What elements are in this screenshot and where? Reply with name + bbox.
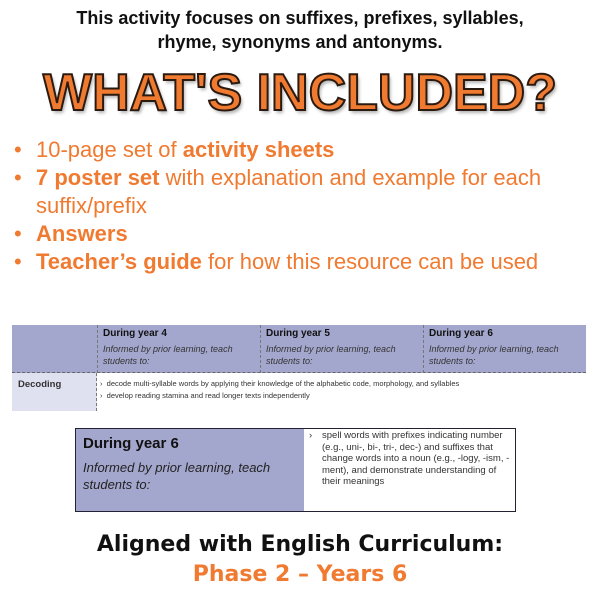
row-item-text: decode multi-syllable words by applying their knowledge of the alphabetic code, morphology, and syllables (106, 379, 460, 388)
header-year-4 (97, 325, 260, 373)
item-text: with explanation and example for each suffix/prefix (36, 165, 542, 218)
item-text: for how this resource can be used (201, 249, 539, 274)
included-list (12, 136, 542, 276)
header-sub: Informed by prior learning, teach students to: (266, 344, 396, 366)
row-item-text: develop reading stamina and read longer texts independently (106, 391, 310, 400)
page-title: WHAT'S INCLUDED? (42, 64, 557, 122)
curriculum-table (12, 325, 586, 411)
row-item: › develop reading stamina and read longer texts independently (100, 391, 310, 400)
excerpt-content (304, 429, 515, 511)
header-year: During year 6 (429, 328, 493, 339)
footer-line-1: Aligned with English Curriculum: (96, 532, 504, 557)
chevron-icon: › (309, 430, 313, 441)
list-item (12, 136, 542, 164)
year6-excerpt (75, 428, 516, 512)
header-sub: Informed by prior learning, teach students to: (103, 344, 233, 366)
excerpt-text: spell words with prefixes indicating number (e.g., uni-, bi-, tri-, dec-) and suffixes that change words into a noun (e.g., -logy, -ism, -ment), and demonstrate understanding of their meanings (322, 430, 510, 487)
row-item: › decode multi-syllable words by applying their knowledge of the alphabetic code, morphology, and syllables (100, 379, 460, 388)
list-item (12, 248, 542, 276)
excerpt-header (76, 429, 304, 511)
intro-line-1: This activity focuses on suffixes, prefixes, syllables, (76, 8, 524, 28)
row-content (100, 378, 584, 402)
list-item (12, 164, 542, 220)
item-bold: activity sheets (182, 137, 335, 162)
row-label: Decoding (12, 373, 97, 411)
header-year-6 (423, 325, 586, 373)
intro-line-2: rhyme, synonyms and antonyms. (157, 32, 443, 52)
intro-text (0, 6, 600, 54)
footer-line-2: Phase 2 – Years 6 (192, 562, 408, 587)
header-sub: Informed by prior learning, teach students to: (429, 344, 559, 366)
item-bold: 7 poster set (36, 165, 160, 190)
excerpt-sub: Informed by prior learning, teach students to: (83, 460, 271, 492)
table-header (12, 325, 586, 373)
item-bold: Answers (36, 221, 128, 246)
excerpt-year: During year 6 (83, 435, 179, 452)
header-year: During year 4 (103, 328, 167, 339)
list-item (12, 220, 542, 248)
header-year: During year 5 (266, 328, 330, 339)
header-year-5 (260, 325, 423, 373)
item-text: 10-page set of (36, 137, 183, 162)
item-bold: Teacher’s guide (36, 249, 202, 274)
